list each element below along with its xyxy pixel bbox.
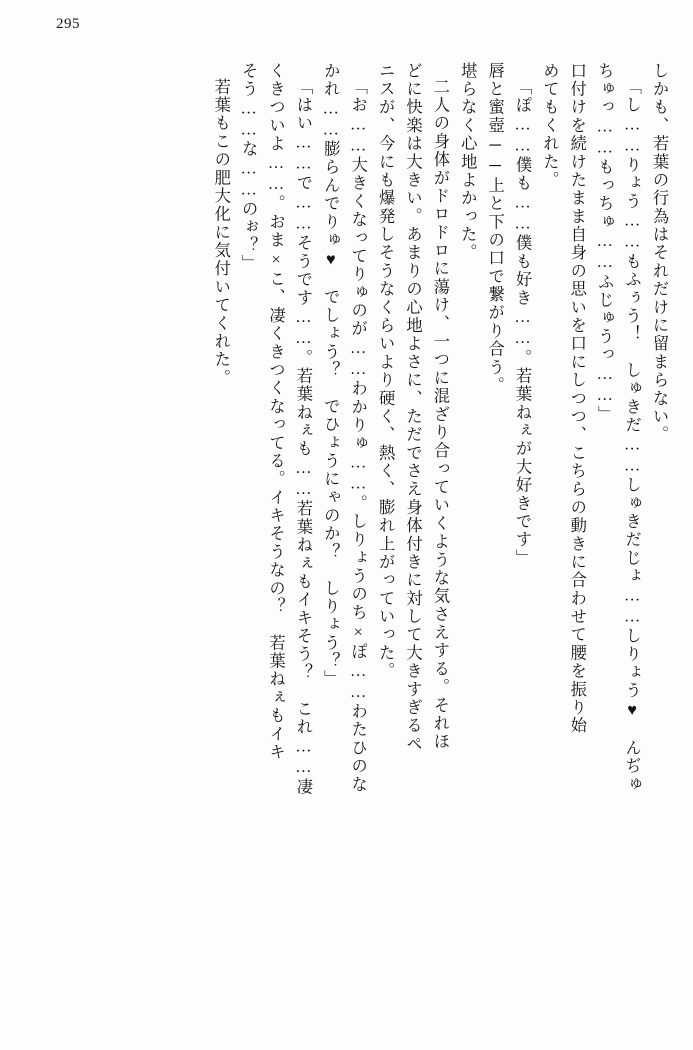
text-line: 若葉もこの肥大化に気付いてくれた。 [211,78,231,388]
text-line: 「し……りょう……もふぅう！ しゅきだ……しゅきだじょ……しりょう♥ んぢゅ [622,78,642,794]
page-number: 295 [56,16,80,32]
text-line: 堪らなく心地よかった。 [458,62,478,263]
text-line: 口付けを続けたまま自身の思いを口にしつつ、こちらの動きに合わせて腰を振り始 [567,62,587,736]
text-line: 「お……大きくなってりゅのが……わかりゅ……。しりょうのち×ぽ……わたひのな [348,78,368,794]
text-line: そう……な……のぉ？」 [239,62,259,273]
text-line: かれ……膨らんでりゅ♥ でしょう？ でひょうにゃのか？ しりょう？」 [321,62,341,689]
text-line: くきついよ……。おま×こ、凄くきつくなってる。イキそうなの？ 若葉ねぇもイキ [266,62,286,762]
text-line: ちゅっ……もっちゅ……ふじゅうっ……」 [595,62,615,424]
vertical-text-body [22,62,667,1028]
text-line: しかも、若葉の行為はそれだけに留まらない。 [650,62,669,444]
text-line: 唇と蜜壺──上と下の口で繋がり合う。 [485,62,505,395]
text-line: ニスが、今にも爆発しそうなくらいより硬く、熱く、膨れ上がっていった。 [376,62,396,681]
text-line: どに快楽は大きい。あまりの心地よさに、ただでさえ身体付きに対して大きすぎるペ [403,62,423,754]
text-line: 「はい……で……そうです……。若葉ねぇも……若葉ねぇもイキそう？ これ……凄 [293,78,313,797]
text-line: 二人の身体がドロドロに蕩け、一つに混ざり合っていくような気さえする。それほ [430,78,450,752]
text-line: めてもくれた。 [540,62,560,190]
text-line: 「ぽ……僕も……僕も好き……。若葉ねぇが大好きです」 [513,78,533,568]
